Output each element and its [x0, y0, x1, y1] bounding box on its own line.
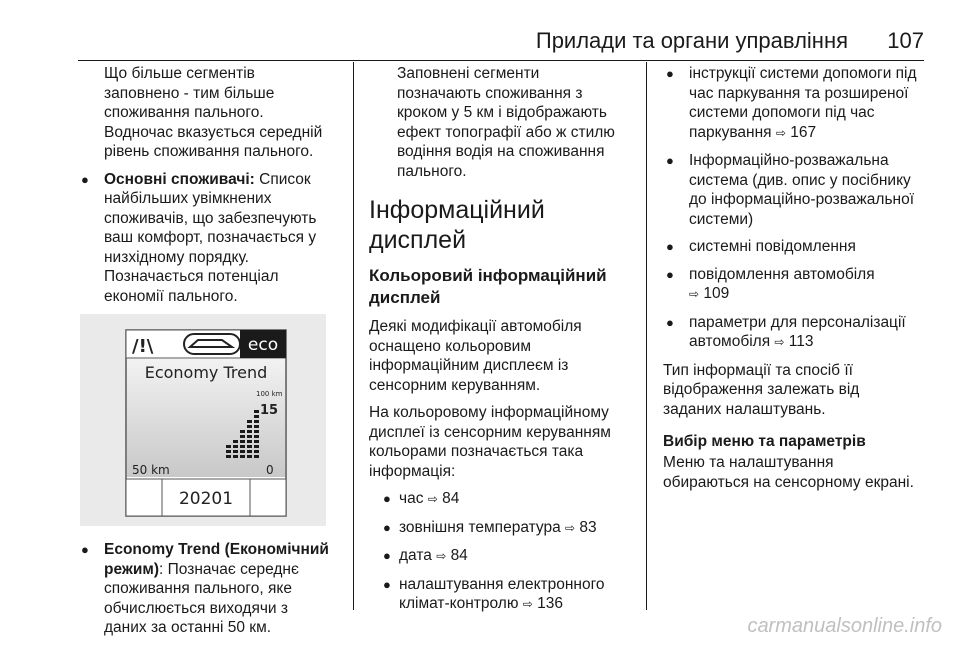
consumption-bar-segment — [254, 445, 259, 448]
economy-trend-display — [80, 314, 326, 526]
main-consumers-item: ● Основні споживачі: Список найбільших увімкнених споживачів, що забезпечують ваш комфорт, позначається у низхідному порядку. Позначається потенціал економії пального. — [78, 170, 348, 307]
consumption-bar-segment — [226, 445, 231, 448]
watermark: carmanualsonline.info — [747, 615, 942, 637]
consumption-bar-segment — [254, 450, 259, 453]
consumption-bar-segment — [254, 430, 259, 433]
consumption-bar-segment — [240, 440, 245, 443]
max-value-label: 15 — [260, 403, 279, 418]
consumption-bar-segment — [247, 455, 252, 458]
page-number: 107 — [887, 28, 924, 53]
consumption-bar-segment — [240, 435, 245, 438]
paragraph: Деякі модифікації автомобіля оснащено кольоровим інформаційним дисплеєм із сенсорним керуванням. — [369, 318, 582, 394]
consumption-bar-segment — [254, 410, 259, 413]
consumption-bar-segment — [254, 420, 259, 423]
consumption-bar-segment — [254, 435, 259, 438]
section-heading: Інформаційний дисплей — [369, 196, 545, 254]
page-header — [0, 24, 960, 64]
reference-arrow-icon: ⇨ — [427, 492, 438, 506]
range-left-label: 50 km — [132, 463, 170, 477]
list-item: ● системні повідомлення — [663, 237, 929, 257]
odometer-value: 20201 — [178, 489, 234, 509]
column-1 — [78, 64, 348, 646]
reference-arrow-icon: ⇨ — [565, 520, 576, 535]
list-item: ● зовнішня температура ⇨ 83 — [369, 518, 645, 539]
column-divider — [646, 62, 647, 610]
segments-paragraph: Заповнені сегменти позначають споживання з кроком у 5 км і відображають ефект топографії або ж стилю водіння водія на споживання пального. — [397, 65, 615, 180]
consumption-bar-segment — [254, 440, 259, 443]
consumption-bar-segment — [233, 455, 238, 458]
consumption-bar-segment — [247, 425, 252, 428]
column-2 — [369, 64, 645, 623]
reference-arrow-icon: ⇨ — [436, 549, 447, 563]
subsection-heading: Кольоровий інформаційний дисплей — [369, 266, 607, 307]
consumption-bar-segment — [226, 455, 231, 458]
page-title: Прилади та органи управління — [535, 28, 848, 53]
consumption-bar-segment — [254, 425, 259, 428]
header-rule — [78, 60, 924, 61]
paragraph: Меню та налаштування обираються на сенсорному екрані. — [663, 454, 914, 491]
column-3 — [663, 64, 929, 500]
column-divider — [353, 62, 354, 610]
list-item: ● інструкції системи допомоги під час паркування та розширеної системи допомоги під час паркування ⇨ 167 — [663, 64, 929, 143]
list-item: ● Інформаційно-розважальна система (див. опис у посібнику до інформаційно-розважальної системи) — [663, 151, 929, 229]
reference-arrow-icon: ⇨ — [775, 125, 786, 140]
list-item: ● налаштування електронного клімат-контролю ⇨ 136 — [369, 575, 645, 615]
list-item: ● параметри для персоналізації автомобіля ⇨ 113 — [663, 313, 929, 353]
consumption-bar-segment — [254, 415, 259, 418]
consumption-bar-segment — [233, 450, 238, 453]
consumption-bar-segment — [240, 450, 245, 453]
consumption-bar-segment — [233, 440, 238, 443]
chart-title: Economy Trend — [144, 363, 268, 382]
reference-arrow-icon: ⇨ — [522, 597, 533, 611]
consumption-bar-segment — [247, 430, 252, 433]
subsection-heading: Вибір меню та параметрів — [663, 433, 866, 450]
consumption-bar-segment — [226, 450, 231, 453]
unit-label: 100 km — [256, 390, 283, 398]
reference-arrow-icon: ⇨ — [689, 287, 700, 301]
paragraph: Тип інформації та спосіб її відображення залежать від заданих налаштувань. — [663, 361, 860, 418]
economy-trend-figure — [80, 314, 326, 526]
eco-label: eco — [247, 335, 279, 355]
consumption-bar-segment — [240, 445, 245, 448]
list-item: ● дата ⇨ 84 — [369, 546, 645, 567]
consumption-bar-segment — [247, 440, 252, 443]
paragraph: На кольоровому інформаційному дисплеї із сенсорним керуванням кольорами позначається така інформація: — [369, 404, 611, 480]
consumption-bar-segment — [247, 435, 252, 438]
consumption-bar-segment — [233, 445, 238, 448]
range-right-label: 0 — [266, 463, 274, 477]
list-item: ● час ⇨ 84 — [369, 489, 645, 510]
reference-arrow-icon: ⇨ — [774, 335, 785, 349]
consumption-bar-segment — [240, 430, 245, 433]
economy-trend-item: ● Economy Trend (Економічний режим): Позначає середнє споживання пального, яке обчислюється виходячи з даних за останні 50 км. — [78, 540, 348, 638]
consumption-bar-segment — [247, 420, 252, 423]
consumption-bar-segment — [240, 455, 245, 458]
consumption-bar-segment — [247, 450, 252, 453]
list-item: ● повідомлення автомобіля ⇨ 109 — [663, 265, 929, 305]
consumption-bar-segment — [254, 455, 259, 458]
warning-signs-icon: /!\ — [132, 336, 154, 357]
intro-paragraph: Що більше сегментів заповнено - тим більше споживання пального. Водночас вказується середній рівень споживання пального. — [104, 65, 323, 160]
consumption-bar-segment — [247, 445, 252, 448]
